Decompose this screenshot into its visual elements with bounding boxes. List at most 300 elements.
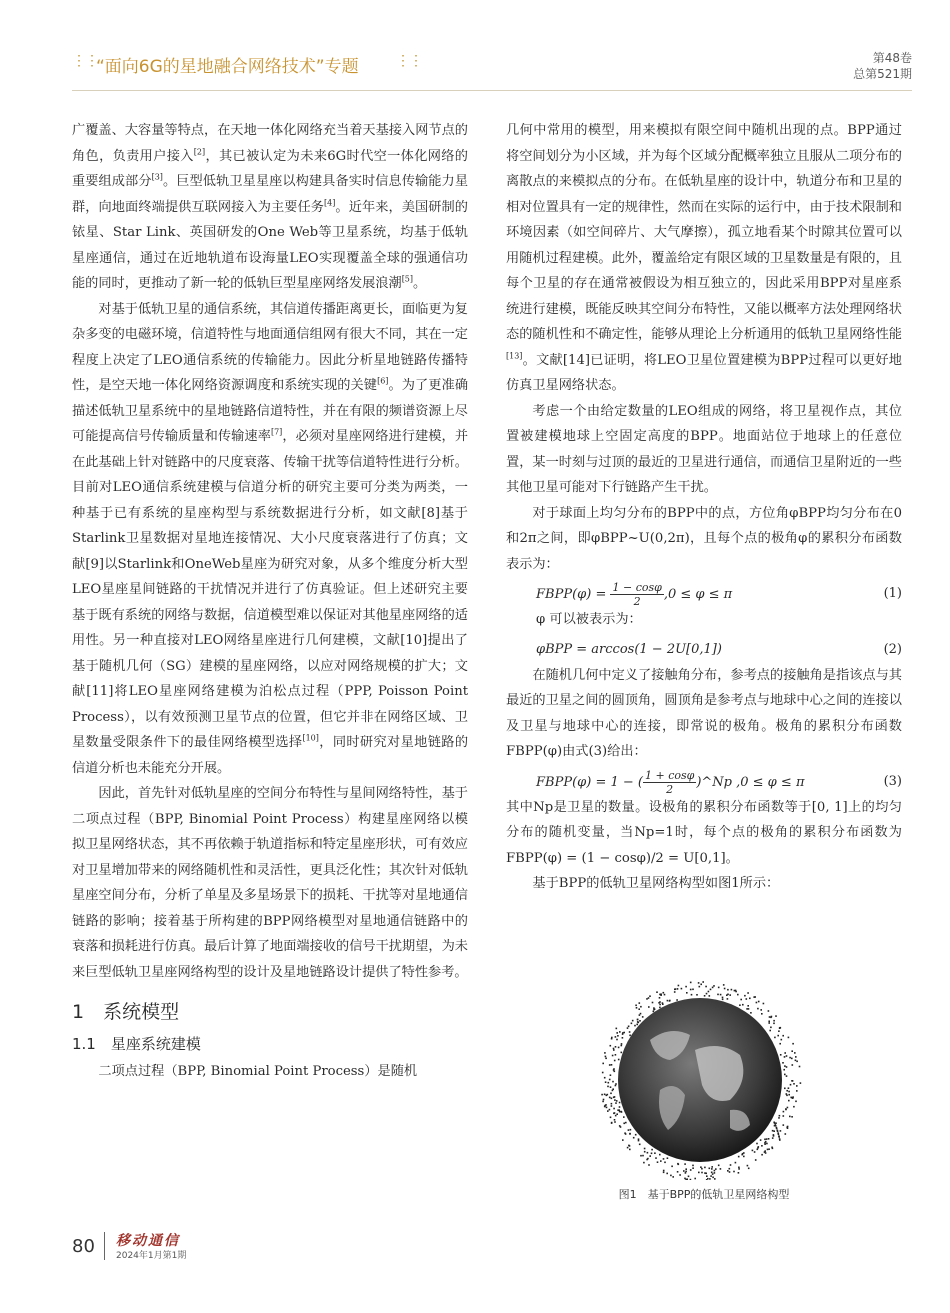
satellite-dot [788,1037,790,1039]
satellite-dot [686,992,688,994]
satellite-dot [628,1026,630,1028]
satellite-dot [612,1090,614,1092]
paragraph: 广覆盖、大容量等特点，在天地一体化网络充当着天基接入网节点的角色，负责用户接入[2]，其已被认定为未来6G时代空一体化网络的重要组成部分[3]。巨型低轨卫星星座以构建具备实时信息传输能力星群，向地面终端提供互联网接入为主要任务[4]。近年来，美国研制的铱星、Star Link、英国研发的One Web等卫星系统，均基于低轨星座通信，通过在近地轨道布设海量LEO实现覆盖全球的强通信功能的同时，更推动了新一轮的低轨巨型星座网络发展浪潮[5]。 [72,123,469,291]
satellite-dot [618,1047,620,1049]
paragraph: 基于BPP的低轨卫星网络构型如图1所示： [532,876,780,891]
satellite-dot [659,997,661,999]
satellite-dot [752,1150,754,1152]
satellite-dot [764,1139,766,1141]
satellite-dot [702,981,704,983]
satellite-dot [757,1147,759,1149]
satellite-dot [714,1170,716,1172]
satellite-dot [781,1039,783,1041]
satellite-dot [666,1173,668,1175]
satellite-dot [612,1055,614,1057]
satellite-dot [708,991,710,993]
satellite-dot [739,1004,741,1006]
satellite-dot [613,1049,615,1051]
satellite-dot [778,1030,780,1032]
satellite-dot [770,1027,772,1029]
satellite-dot [607,1094,609,1096]
satellite-dot [755,1159,757,1161]
satellite-dot [760,1009,762,1011]
satellite-dot [631,1023,633,1025]
satellite-dot [614,1099,616,1101]
satellite-dot [783,1111,785,1113]
satellite-dot [691,994,693,996]
satellite-dot [766,1138,768,1140]
satellite-dot [763,1003,765,1005]
satellite-dot [712,1177,714,1179]
satellite-dot [774,1122,776,1124]
satellite-dot [659,994,661,996]
satellite-dot [624,1132,626,1134]
satellite-dot [616,1032,618,1034]
satellite-dot [623,1116,625,1118]
satellite-dot [786,1055,788,1057]
satellite-dot [615,1046,617,1048]
satellite-dot [640,1006,642,1008]
satellite-dot [690,1179,692,1180]
satellite-dot [612,1081,614,1083]
satellite-dot [768,1138,770,1140]
satellite-dot [786,1066,788,1068]
satellite-dot [799,1066,801,1068]
satellite-dot [648,1164,650,1166]
satellite-dot [782,1035,784,1037]
satellite-dot [769,1030,771,1032]
satellite-dot [621,1045,623,1047]
satellite-dot [639,1014,641,1016]
satellite-dot [738,1156,740,1158]
paragraph: 在随机几何中定义了接触角分布，参考点的接触角是指该点与其最近的卫星之间的圆顶角，圆顶角是参考点与地球中心之间的连接以及卫星与地球中心的连接，即常说的极角。极角的累积分布函数FBPP(φ)由式(3)给出： [506,667,902,759]
satellite-dot [709,1178,711,1180]
satellite-dot [619,1102,621,1104]
satellite-dot [672,1176,674,1178]
satellite-dot [656,991,658,993]
satellite-dot [740,999,742,1001]
satellite-dot [773,1130,775,1132]
satellite-dot [646,1159,648,1161]
satellite-dot [683,1170,685,1172]
satellite-dot [727,989,729,991]
footer-issue-date: 2024年1月第1期 [116,1251,187,1261]
satellite-dot [648,997,650,999]
satellite-dot [742,1004,744,1006]
satellite-dot [705,986,707,988]
satellite-dot [644,1151,646,1153]
satellite-dot [651,1153,653,1155]
satellite-dot [793,1083,795,1085]
satellite-dot [800,1082,802,1084]
satellite-dot [773,1135,775,1137]
satellite-dot [738,1172,740,1174]
satellite-dot [712,1173,714,1175]
satellite-dot [613,1097,615,1099]
satellite-dot [791,1116,793,1118]
issue-info [853,50,912,82]
satellite-dot [690,982,692,984]
satellite-dot [659,1001,661,1003]
satellite-dot [720,994,722,996]
satellite-dot [782,1062,784,1064]
satellite-dot [643,1162,645,1164]
satellite-dot [660,1160,662,1162]
satellite-dot [652,1002,654,1004]
satellite-dot [685,1172,687,1174]
satellite-dot [796,1090,798,1092]
satellite-dot [619,1111,621,1113]
satellite-dot [622,1037,624,1039]
satellite-dot [788,1094,790,1096]
satellite-dot [669,1000,671,1002]
total-issue-label: 总第521期 [853,67,912,81]
satellite-dot [610,1093,612,1095]
satellite-dot [714,1178,716,1180]
paragraph: 对基于低轨卫星的通信系统，其信道传播距离更长，面临更为复杂多变的电磁环境，信道特性与地面通信组网有很大不同，其在一定程度上决定了LEO通信系统的传输能力。因此分析星地链路传播特性，是空天地一体化网络资源调度和系统实现的关键[6]。为了更准确描述低轨卫星系统中的星地链路信道特性，并在有限的频谱资源上尽可能提高信号传输质量和传输速率[7]，必须对星座网络进行建模，并在此基础上针对链路中的尺度衰落、传输干扰等信道特性进行分析。目前对LEO通信系统建模与信道分析的研究主要可分类为两类，一种基于已有系统的星座构型与系统数据进行分析，如文献[8]基于Starlink卫星数据对星地连接情况、大小尺度衰落进行了仿真；文献[9]以Starlink和OneWeb星座为研究对象，从多个维度分析大型LEO星座星间链路的干扰情况并进行了仿真验证。但上述研究主要基于既有系统的网络与数据，信道模型难以保证对其他星座网络的适用性。另一种直接对LEO网络星座进行几何建模，文献[10]提出了基于随机几何（SG）建模的星座网络，以应对网络规模的扩大；文献[11]将LEO星座网络建模为泊松点过程（PPP, Poisson Point Process），以有效预测卫星节点的位置，但它并非在网络区域、卫星数量受限条件下的最佳网络模型选择[10]，同时研究对星地链路的信道分析也未能充分开展。 [72,301,469,776]
satellite-dot [615,1054,617,1056]
satellite-dot [610,1045,612,1047]
satellite-dot [706,993,708,995]
satellite-dot [606,1107,608,1109]
satellite-dot [611,1103,613,1105]
satellite-dot [704,995,706,997]
satellite-dot [647,1152,649,1154]
satellite-dot [724,988,726,990]
satellite-dot [649,1155,651,1157]
satellite-dot [677,1171,679,1173]
satellite-dot [787,1127,789,1129]
satellite-dot [744,995,746,997]
figure-bpp-constellation [590,980,810,1180]
satellite-dot [769,1016,771,1018]
satellite-dot [784,1052,786,1054]
satellite-dot [604,1094,606,1096]
satellite-dot [778,1136,780,1138]
satellite-dot [727,994,729,996]
satellite-dot [714,1172,716,1174]
satellite-dot [646,998,648,1000]
satellite-dot [601,1094,603,1096]
satellite-dot [616,1100,618,1102]
footer-divider [104,1232,105,1260]
satellite-dot [602,1101,604,1103]
volume-label: 第48卷 [872,51,912,65]
satellite-dot [692,1167,694,1169]
satellite-dot [780,1054,782,1056]
satellite-dot [613,1113,615,1115]
satellite-dot [747,992,749,994]
satellite-dot [604,1077,606,1079]
paragraph: 考虑一个由给定数量的LEO组成的网络，将卫星视作点，其位置被建模地球上空固定高度的BPP。地面站位于地球上的任意位置，某一时刻与过顶的最近的卫星进行通信，而通信卫星附近的一些其他卫星可能对下行链路产生干扰。 [506,403,902,495]
satellite-dot [698,982,700,984]
satellite-dot [621,1043,623,1045]
satellite-dot [748,1168,750,1170]
section-heading: 1 系统模型 [72,1001,180,1023]
satellite-dot [663,1158,665,1160]
satellite-dot [627,1147,629,1149]
earth-satellites-image [590,980,810,1180]
satellite-dot [664,994,666,996]
satellite-dot [679,1174,681,1176]
equation-intro: φ 可以被表示为： [536,612,642,627]
satellite-dot [654,1152,656,1154]
satellite-dot [733,1171,735,1173]
satellite-dot [789,1116,791,1118]
satellite-dot [685,1179,687,1180]
journal-header [72,50,912,86]
satellite-dot [620,1111,622,1113]
satellite-dot [607,1086,609,1088]
satellite-dot [704,1167,706,1169]
satellite-dot [701,1168,703,1170]
satellite-dot [780,1027,782,1029]
figure-caption: 图1 基于BPP的低轨卫星网络构型 [618,1188,790,1201]
satellite-dot [718,1165,720,1167]
satellite-dot [674,989,676,991]
satellite-dot [783,1069,785,1071]
satellite-dot [617,1035,619,1037]
satellite-dot [613,1068,615,1070]
satellite-dot [773,1020,775,1022]
satellite-dot [681,988,683,990]
header-dots-icon: ⋮⋮ [396,53,422,69]
satellite-dot [730,1164,732,1166]
satellite-dot [737,994,739,996]
satellite-dot [722,997,724,999]
satellite-dot [722,999,724,1001]
satellite-dot [706,1175,708,1177]
satellite-dot [692,989,694,991]
satellite-dot [642,1155,644,1157]
satellite-dot [765,1141,767,1143]
satellite-dot [632,1020,634,1022]
satellite-dot [627,1027,629,1029]
satellite-dot [729,1171,731,1173]
satellite-dot [700,1166,702,1168]
satellite-dot [663,1170,665,1172]
satellite-dot [604,1052,606,1054]
satellite-dot [659,1007,661,1009]
satellite-dot [663,1172,665,1174]
satellite-dot [783,1124,785,1126]
satellite-dot [605,1056,607,1058]
satellite-dot [611,1105,613,1107]
paragraph: 几何中常用的模型，用来模拟有限空间中随机出现的点。BPP通过将空间划分为小区域，并为每个区域分配概率独立且服从二项分布的离散点的来模拟点的分布。在低轨星座的设计中，轨道分布和卫星的相对位置具有一定的规律性，然而在实际的运行中，由于技术限制和环境因素（如空间碎片、大气摩擦），孤立地看某个时隙其位置可以用随机过程建模。此外，覆盖给定有限区域的卫星数量是有限的，且每个卫星的存在通常被假设为相互独立的，因此采用BPP对星座系统进行建模，既能反映其空间分布特性，又能以概率方法处理网络状态的随机性和不确定性，能够从理论上分析通用的低轨卫星网络性能[13]。文献[14]已证明，将LEO卫星位置建模为BPP过程可以更好地仿真卫星网络状态。 [506,123,902,393]
satellite-dot [657,1161,659,1163]
satellite-dot [795,1101,797,1103]
satellite-dot [639,1020,641,1022]
satellite-dot [746,1008,748,1010]
satellite-dot [620,1126,622,1128]
satellite-dot [792,1064,794,1066]
satellite-dot [614,1071,616,1073]
equation-3: FBPP(φ) = 1 − ( $\frac{1 + \cos\varphi}{2}$ )^Np ,0 ≤ φ ≤ π (3) [536,768,902,796]
paragraph: 其中Np是卫星的数量。设极角的累积分布函数等于[0, 1]上的均匀分布的随机变量，当Np=1时，每个点的极角的累积分布函数为FBPP(φ) = (1 − cosφ)/2 = U[0,1]。 [506,799,902,866]
satellite-dot [614,1121,616,1123]
satellite-dot [605,1081,607,1083]
satellite-dot [649,995,651,997]
satellite-dot [700,984,702,986]
satellite-dot [638,1140,640,1142]
satellite-dot [664,1162,666,1164]
satellite-dot [611,1037,613,1039]
satellite-dot [607,1110,609,1112]
satellite-dot [678,1164,680,1166]
satellite-dot [743,1156,745,1158]
satellite-dot [616,1028,618,1030]
satellite-dot [637,1019,639,1021]
satellite-dot [753,996,755,998]
satellite-dot [602,1063,604,1065]
satellite-dot [784,1088,786,1090]
satellite-dot [738,1168,740,1170]
satellite-dot [663,992,665,994]
satellite-dot [638,1008,640,1010]
satellite-dot [628,1129,630,1131]
satellite-dot [778,1133,780,1135]
satellite-dot [616,1039,618,1041]
satellite-dot [756,1143,758,1145]
satellite-dot [670,1175,672,1177]
satellite-dot [761,1154,763,1156]
satellite-dot [640,1155,642,1157]
satellite-dot [676,999,678,1001]
satellite-dot [766,1143,768,1145]
satellite-dot [602,1072,604,1074]
satellite-dot [609,1079,611,1081]
satellite-dot [622,1139,624,1141]
satellite-dot [712,987,714,989]
equation-number: (2) [883,641,902,657]
satellite-dot [786,1095,788,1097]
satellite-dot [701,1172,703,1174]
satellite-dot [610,1074,612,1076]
satellite-dot [791,1050,793,1052]
satellite-dot [758,1001,760,1003]
satellite-dot [678,985,680,987]
satellite-dot [629,1145,631,1147]
satellite-dot [614,1060,616,1062]
satellite-dot [788,1100,790,1102]
satellite-dot [615,1083,617,1085]
satellite-dot [684,1163,686,1165]
satellite-dot [746,998,748,1000]
special-topic-title: “面向6G的星地融合网络技术”专题 [96,57,359,77]
satellite-dot [774,1037,776,1039]
satellite-dot [750,1012,752,1014]
satellite-dot [711,1172,713,1174]
satellite-dot [774,1125,776,1127]
satellite-dot [644,1148,646,1150]
satellite-dot [709,995,711,997]
satellite-dot [635,1005,637,1007]
satellite-dot [735,1162,737,1164]
satellite-dot [705,1173,707,1175]
satellite-dot [720,1168,722,1170]
satellite-dot [618,1059,620,1061]
satellite-dot [715,1168,717,1170]
satellite-dot [659,1154,661,1156]
satellite-dot [794,1052,796,1054]
satellite-dot [713,985,715,987]
satellite-dot [635,1134,637,1136]
satellite-dot [618,1109,620,1111]
satellite-dot [792,1043,794,1045]
satellite-dot [615,1085,617,1087]
satellite-dot [609,1064,611,1066]
satellite-dot [777,1131,779,1133]
header-dots-icon: ⋮⋮ [72,53,98,69]
satellite-dot [757,1149,759,1151]
satellite-dot [711,1166,713,1168]
satellite-dot [791,1058,793,1060]
satellite-dot [731,989,733,991]
satellite-dot [761,1145,763,1147]
satellite-dot [795,1056,797,1058]
satellite-dot [779,1139,781,1141]
satellite-dot [787,1126,789,1128]
satellite-dot [619,1031,621,1033]
satellite-dot [747,1005,749,1007]
equation-number: (3) [883,773,902,789]
satellite-dot [610,1086,612,1088]
satellite-dot [788,1087,790,1089]
satellite-dot [770,1017,772,1019]
satellite-dot [609,1097,611,1099]
satellite-dot [619,1106,621,1108]
satellite-dot [784,1074,786,1076]
satellite-dot [760,1139,762,1141]
satellite-dot [674,991,676,993]
satellite-dot [609,1109,611,1111]
satellite-dot [696,994,698,996]
satellite-dot [768,1022,770,1024]
satellite-dot [623,1123,625,1125]
satellite-dot [692,1165,694,1167]
satellite-dot [729,1168,731,1170]
satellite-dot [795,1060,797,1062]
satellite-dot [706,1179,708,1180]
satellite-dot [791,1080,793,1082]
satellite-dot [756,1002,758,1004]
satellite-dot [790,1084,792,1086]
satellite-dot [757,1008,759,1010]
satellite-dot [648,1006,650,1008]
satellite-dot [604,1105,606,1107]
satellite-dot [629,1035,631,1037]
satellite-dot [783,1115,785,1117]
satellite-dot [747,1165,749,1167]
satellite-dot [698,1172,700,1174]
satellite-dot [654,1008,656,1010]
satellite-dot [767,1149,769,1151]
satellite-dot [688,1176,690,1178]
satellite-dot [779,1043,781,1045]
satellite-dot [729,994,731,996]
satellite-dot [710,989,712,991]
satellite-dot [738,1167,740,1169]
satellite-dot [761,1013,763,1015]
satellite-dot [754,1151,756,1153]
satellite-dot [784,1056,786,1058]
paragraph: 因此，首先针对低轨星座的空间分布特性与星间网络特性，基于二项点过程（BPP, Binomial Point Process）构建星座网络以模拟卫星网络状态，其不再依赖于轨道指标和特定星座形状，可有效应对卫星增加带来的网络随机性和灵活性，更具泛化性；其次针对低轨星座空间分布，分析了单星及多星场景下的损耗、干扰等对星地通信链路的影响；接着基于所构建的BPP网络模型对星地通信链路中的衰落和损耗进行仿真。最后计算了地面端接收的信号干扰期望，为未来巨型低轨卫星座网络构型的设计及星地链路设计提供了特性参考。 [72,786,468,980]
satellite-dot [685,1168,687,1170]
satellite-dot [775,1122,777,1124]
satellite-dot [653,1011,655,1013]
satellite-dot [640,1013,642,1015]
satellite-dot [651,1149,653,1151]
